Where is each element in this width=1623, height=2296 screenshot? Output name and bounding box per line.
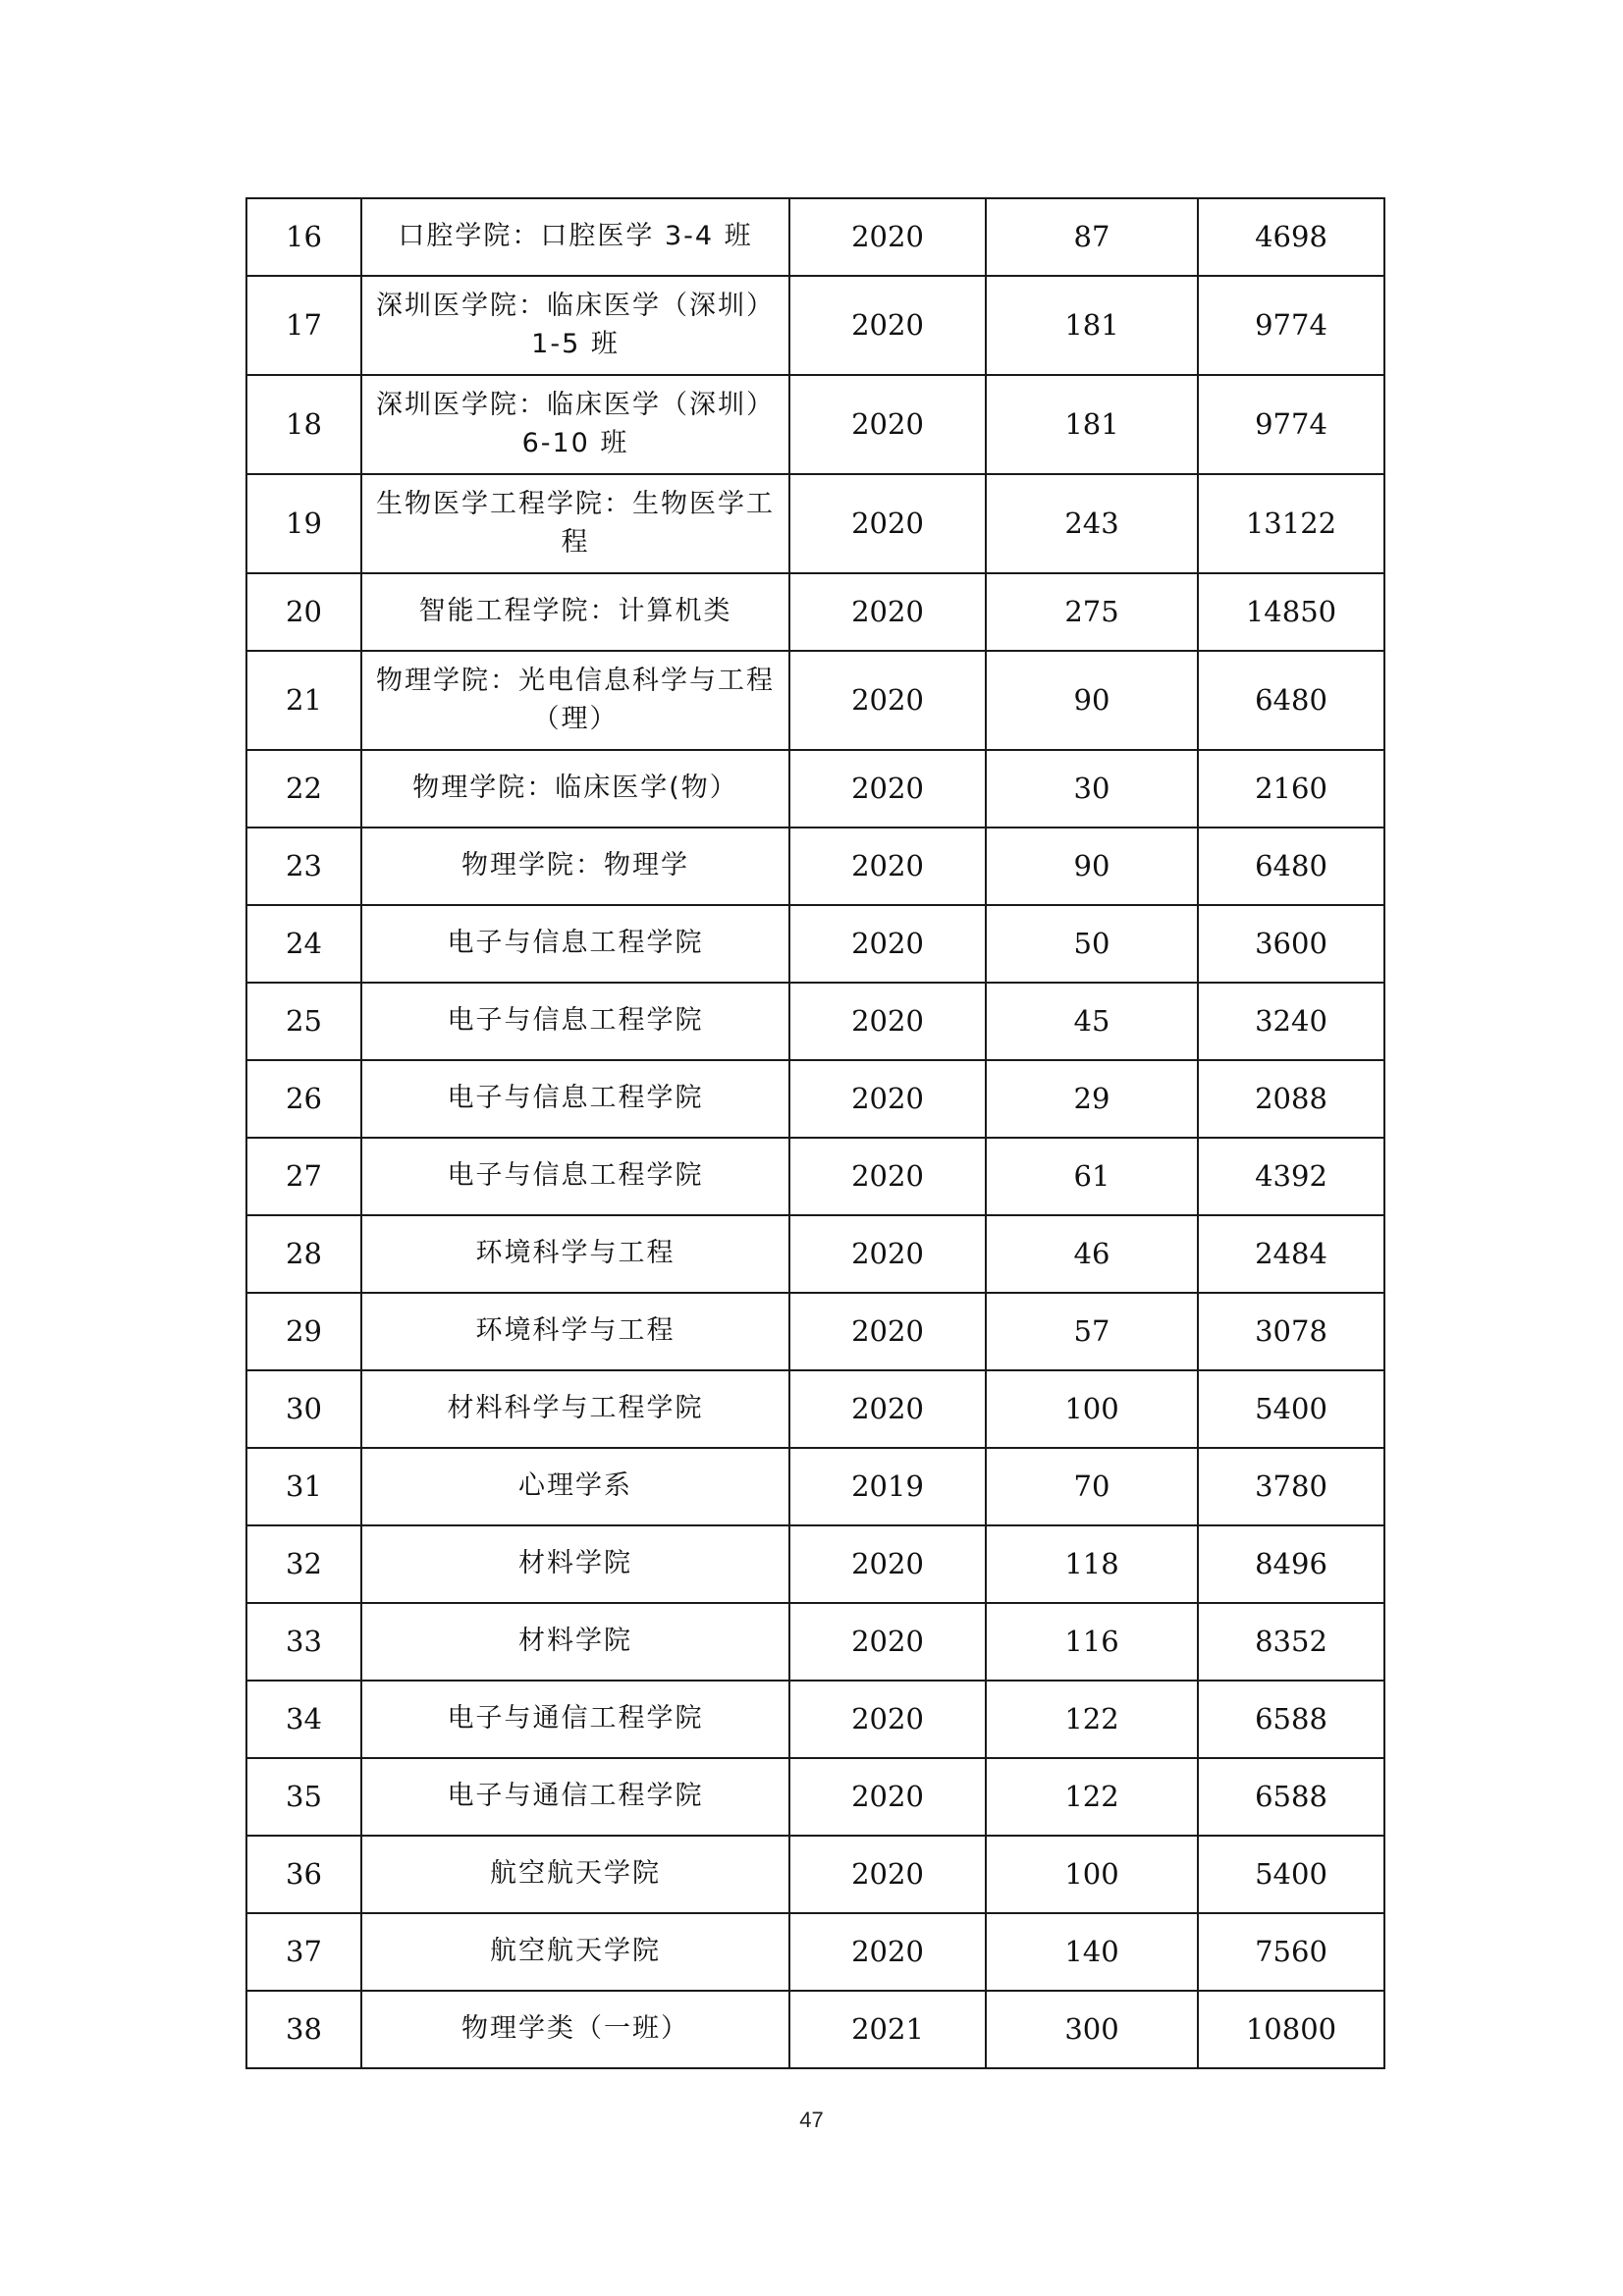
table-row: [246, 1913, 1384, 1991]
row-number-cell: 26: [246, 1060, 361, 1138]
department-class-cell: 深圳医学院：临床医学（深圳）6-10 班: [361, 375, 789, 474]
table-row: [246, 276, 1384, 375]
amount-cell: 8496: [1198, 1525, 1384, 1603]
row-number-cell: 20: [246, 573, 361, 651]
amount-cell: 2160: [1198, 750, 1384, 828]
row-number-cell: 16: [246, 198, 361, 276]
data-table: [245, 197, 1385, 2069]
department-class-cell: 航空航天学院: [361, 1836, 789, 1913]
row-number-cell: 34: [246, 1681, 361, 1758]
amount-cell: 9774: [1198, 375, 1384, 474]
department-class-cell: 物理学类（一班）: [361, 1991, 789, 2068]
department-class-cell: 电子与信息工程学院: [361, 1138, 789, 1215]
row-number-cell: 31: [246, 1448, 361, 1525]
amount-cell: 9774: [1198, 276, 1384, 375]
amount-cell: 8352: [1198, 1603, 1384, 1681]
table-row: [246, 1138, 1384, 1215]
row-number-cell: 35: [246, 1758, 361, 1836]
row-number-cell: 22: [246, 750, 361, 828]
count-cell: 300: [986, 1991, 1198, 2068]
table-row: [246, 1603, 1384, 1681]
table-row: [246, 1448, 1384, 1525]
amount-cell: 14850: [1198, 573, 1384, 651]
department-class-cell: 材料科学与工程学院: [361, 1370, 789, 1448]
table-row: [246, 1681, 1384, 1758]
year-cell: 2020: [789, 905, 986, 983]
table-row: [246, 651, 1384, 750]
year-cell: 2020: [789, 573, 986, 651]
amount-cell: 4698: [1198, 198, 1384, 276]
department-class-cell: 深圳医学院：临床医学（深圳）1-5 班: [361, 276, 789, 375]
count-cell: 90: [986, 828, 1198, 905]
table-row: [246, 828, 1384, 905]
table-row: [246, 1370, 1384, 1448]
year-cell: 2020: [789, 750, 986, 828]
amount-cell: 2088: [1198, 1060, 1384, 1138]
year-cell: 2020: [789, 1758, 986, 1836]
year-cell: 2020: [789, 1836, 986, 1913]
count-cell: 122: [986, 1681, 1198, 1758]
page-number: 47: [799, 2108, 824, 2132]
count-cell: 87: [986, 198, 1198, 276]
department-class-cell: 电子与信息工程学院: [361, 1060, 789, 1138]
amount-cell: 5400: [1198, 1836, 1384, 1913]
table-row: [246, 905, 1384, 983]
year-cell: 2020: [789, 1370, 986, 1448]
count-cell: 100: [986, 1836, 1198, 1913]
department-class-cell: 物理学院：临床医学(物）: [361, 750, 789, 828]
year-cell: 2020: [789, 1293, 986, 1370]
department-class-cell: 智能工程学院：计算机类: [361, 573, 789, 651]
count-cell: 46: [986, 1215, 1198, 1293]
amount-cell: 7560: [1198, 1913, 1384, 1991]
department-class-cell: 物理学院：光电信息科学与工程（理）: [361, 651, 789, 750]
table-row: [246, 983, 1384, 1060]
year-cell: 2019: [789, 1448, 986, 1525]
count-cell: 30: [986, 750, 1198, 828]
count-cell: 140: [986, 1913, 1198, 1991]
count-cell: 181: [986, 375, 1198, 474]
table-row: [246, 198, 1384, 276]
count-cell: 181: [986, 276, 1198, 375]
count-cell: 70: [986, 1448, 1198, 1525]
department-class-cell: 电子与信息工程学院: [361, 983, 789, 1060]
row-number-cell: 32: [246, 1525, 361, 1603]
year-cell: 2020: [789, 651, 986, 750]
amount-cell: 10800: [1198, 1991, 1384, 2068]
amount-cell: 6480: [1198, 651, 1384, 750]
row-number-cell: 25: [246, 983, 361, 1060]
year-cell: 2020: [789, 1215, 986, 1293]
row-number-cell: 17: [246, 276, 361, 375]
amount-cell: 3078: [1198, 1293, 1384, 1370]
year-cell: 2021: [789, 1991, 986, 2068]
count-cell: 100: [986, 1370, 1198, 1448]
count-cell: 90: [986, 651, 1198, 750]
year-cell: 2020: [789, 1138, 986, 1215]
year-cell: 2020: [789, 1525, 986, 1603]
row-number-cell: 29: [246, 1293, 361, 1370]
department-class-cell: 材料学院: [361, 1603, 789, 1681]
amount-cell: 3780: [1198, 1448, 1384, 1525]
row-number-cell: 38: [246, 1991, 361, 2068]
amount-cell: 2484: [1198, 1215, 1384, 1293]
amount-cell: 4392: [1198, 1138, 1384, 1215]
year-cell: 2020: [789, 983, 986, 1060]
count-cell: 116: [986, 1603, 1198, 1681]
department-class-cell: 环境科学与工程: [361, 1215, 789, 1293]
row-number-cell: 21: [246, 651, 361, 750]
row-number-cell: 33: [246, 1603, 361, 1681]
table-row: [246, 474, 1384, 573]
count-cell: 118: [986, 1525, 1198, 1603]
count-cell: 50: [986, 905, 1198, 983]
department-class-cell: 航空航天学院: [361, 1913, 789, 1991]
department-class-cell: 物理学院：物理学: [361, 828, 789, 905]
table-row: [246, 1060, 1384, 1138]
department-class-cell: 电子与通信工程学院: [361, 1758, 789, 1836]
count-cell: 61: [986, 1138, 1198, 1215]
department-class-cell: 口腔学院：口腔医学 3-4 班: [361, 198, 789, 276]
table-row: [246, 750, 1384, 828]
row-number-cell: 19: [246, 474, 361, 573]
year-cell: 2020: [789, 1913, 986, 1991]
amount-cell: 6480: [1198, 828, 1384, 905]
department-class-cell: 电子与通信工程学院: [361, 1681, 789, 1758]
amount-cell: 6588: [1198, 1681, 1384, 1758]
department-class-cell: 材料学院: [361, 1525, 789, 1603]
count-cell: 45: [986, 983, 1198, 1060]
row-number-cell: 23: [246, 828, 361, 905]
row-number-cell: 18: [246, 375, 361, 474]
row-number-cell: 24: [246, 905, 361, 983]
amount-cell: 3600: [1198, 905, 1384, 983]
table-row: [246, 573, 1384, 651]
table-row: [246, 1836, 1384, 1913]
row-number-cell: 37: [246, 1913, 361, 1991]
count-cell: 275: [986, 573, 1198, 651]
year-cell: 2020: [789, 474, 986, 573]
department-class-cell: 电子与信息工程学院: [361, 905, 789, 983]
count-cell: 122: [986, 1758, 1198, 1836]
department-class-cell: 生物医学工程学院：生物医学工程: [361, 474, 789, 573]
year-cell: 2020: [789, 1681, 986, 1758]
table-row: [246, 1758, 1384, 1836]
count-cell: 29: [986, 1060, 1198, 1138]
amount-cell: 6588: [1198, 1758, 1384, 1836]
table-row: [246, 1293, 1384, 1370]
row-number-cell: 30: [246, 1370, 361, 1448]
count-cell: 243: [986, 474, 1198, 573]
year-cell: 2020: [789, 828, 986, 905]
table-row: [246, 1525, 1384, 1603]
year-cell: 2020: [789, 276, 986, 375]
amount-cell: 3240: [1198, 983, 1384, 1060]
table-body: [246, 198, 1384, 2068]
amount-cell: 13122: [1198, 474, 1384, 573]
year-cell: 2020: [789, 375, 986, 474]
row-number-cell: 36: [246, 1836, 361, 1913]
year-cell: 2020: [789, 198, 986, 276]
department-class-cell: 心理学系: [361, 1448, 789, 1525]
year-cell: 2020: [789, 1603, 986, 1681]
year-cell: 2020: [789, 1060, 986, 1138]
table-row: [246, 1215, 1384, 1293]
row-number-cell: 28: [246, 1215, 361, 1293]
row-number-cell: 27: [246, 1138, 361, 1215]
department-class-cell: 环境科学与工程: [361, 1293, 789, 1370]
amount-cell: 5400: [1198, 1370, 1384, 1448]
table-row: [246, 375, 1384, 474]
count-cell: 57: [986, 1293, 1198, 1370]
table-row: [246, 1991, 1384, 2068]
